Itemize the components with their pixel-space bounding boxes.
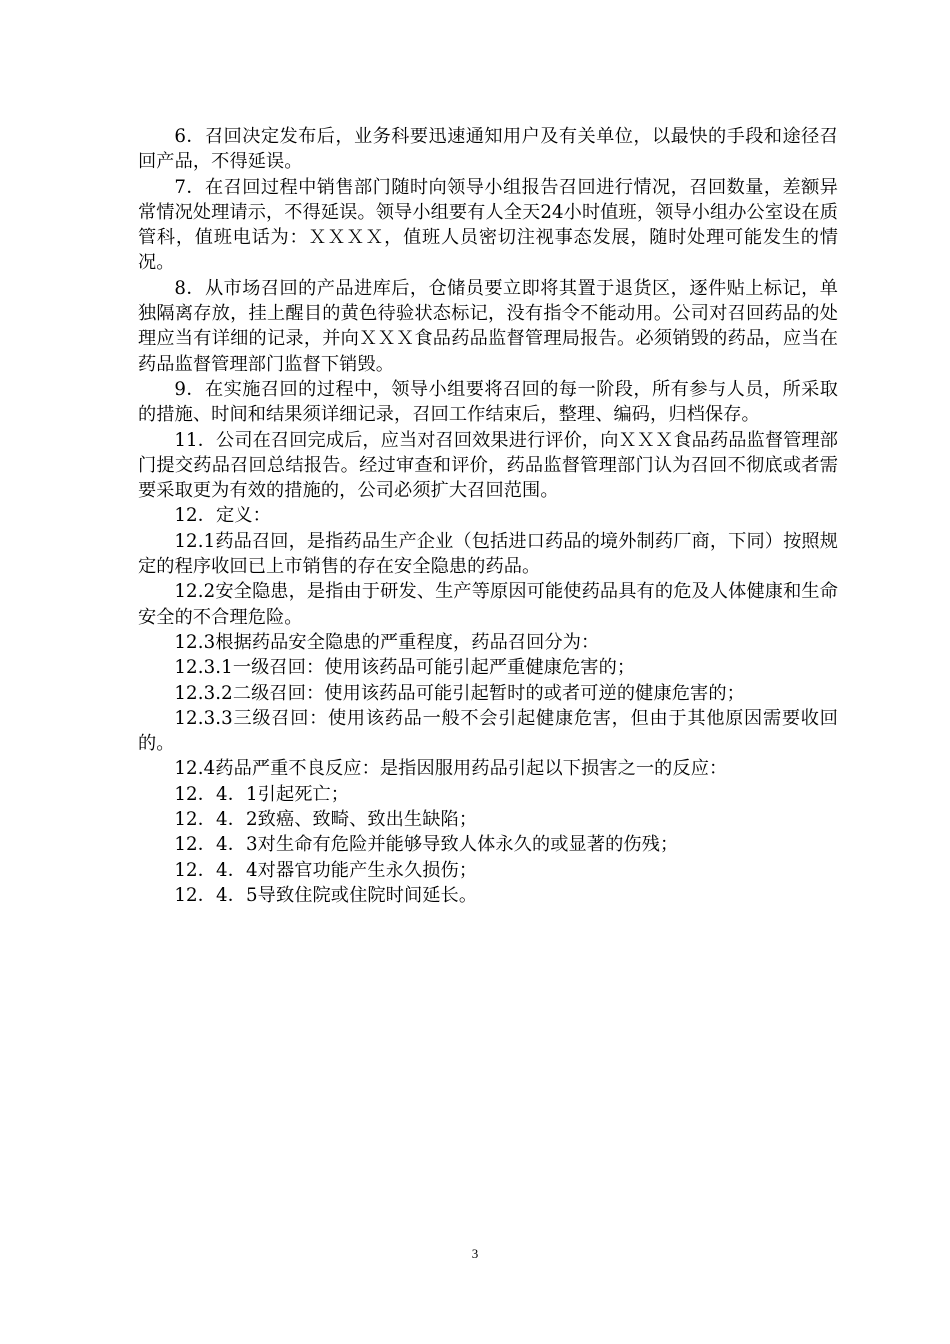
paragraph-adverse-cancer: 12．4．2致癌、致畸、致出生缺陷；: [174, 809, 478, 831]
paragraph-definition-recall: 12.1药品召回，是指药品生产企业（包括进口药品的境外制药厂商，下同）按照规定的程序收回已上市销售的存在安全隐患的药品。: [138, 530, 838, 578]
paragraph-adverse-death: 12．4．1引起死亡；: [174, 783, 350, 805]
paragraph-level-one: 12.3.1一级召回：使用该药品可能引起严重健康危害的；: [174, 657, 636, 679]
paragraph-adverse-disability: 12．4．3对生命有危险并能够导致人体永久的或显著的伤残；: [174, 834, 679, 856]
document-body: [138, 124, 838, 908]
paragraph-definition-hazard: 12.2安全隐患，是指由于研发、生产等原因可能使药品具有的危及人体健康和生命安全的不合理危险。: [138, 581, 838, 628]
paragraph-adverse-organ: 12．4．4对器官功能产生永久损伤；: [174, 859, 478, 881]
paragraph-recalled-storage: 8．从市场召回的产品进库后，仓储员要立即将其置于退货区，逐件贴上标记，单独隔离存放，挂上醒目的黄色待验状态标记，没有指令不能动用。公司对召回药品的处理应当有详细的记录，并向ＸＸＸ食品药品监督管理局报告。必须销毁的药品，应当在药品监督管理部门监督下销毁。: [138, 277, 838, 375]
page-number: 3: [471, 1246, 479, 1261]
paragraph-recall-records: 9．在实施召回的过程中，领导小组要将召回的每一阶段，所有参与人员，所采取的措施、时间和结果须详细记录，召回工作结束后，整理、编码，归档保存。: [138, 378, 838, 426]
paragraph-adverse-hospital: 12．4．5导致住院或住院时间延长。: [174, 884, 478, 906]
paragraph-definitions-heading: 12．定义：: [174, 505, 271, 527]
paragraph-recall-evaluation: 11．公司在召回完成后，应当对召回效果进行评价，向ＸＸＸ食品药品监督管理部门提交药品召回总结报告。经过审查和评价，药品监督管理部门认为召回不彻底或者需要采取更为有效的措施的，公司必须扩大召回范围。: [138, 429, 838, 502]
paragraph-level-two: 12.3.2二级召回：使用该药品可能引起暂时的或者可逆的健康危害的；: [174, 682, 745, 704]
paragraph-adverse-reaction: 12.4药品严重不良反应：是指因服用药品引起以下损害之一的反应：: [174, 758, 728, 780]
paragraph-level-three: 12.3.3三级召回：使用该药品一般不会引起健康危害，但由于其他原因需要收回的。: [138, 707, 838, 755]
paragraph-recall-levels: 12.3根据药品安全隐患的严重程度，药品召回分为：: [174, 631, 600, 653]
paragraph-recall-notice: 6．召回决定发布后，业务科要迅速通知用户及有关单位，以最快的手段和途径召回产品，不得延误。: [138, 126, 838, 173]
paragraph-recall-reporting: 7．在召回过程中销售部门随时向领导小组报告召回进行情况，召回数量，差额异常情况处理请示，不得延误。领导小组要有人全天24小时值班，领导小组办公室设在质管科，值班电话为：ＸＸＸＸ，值班人员密切注视事态发展，随时处理可能发生的情况。: [138, 176, 838, 274]
